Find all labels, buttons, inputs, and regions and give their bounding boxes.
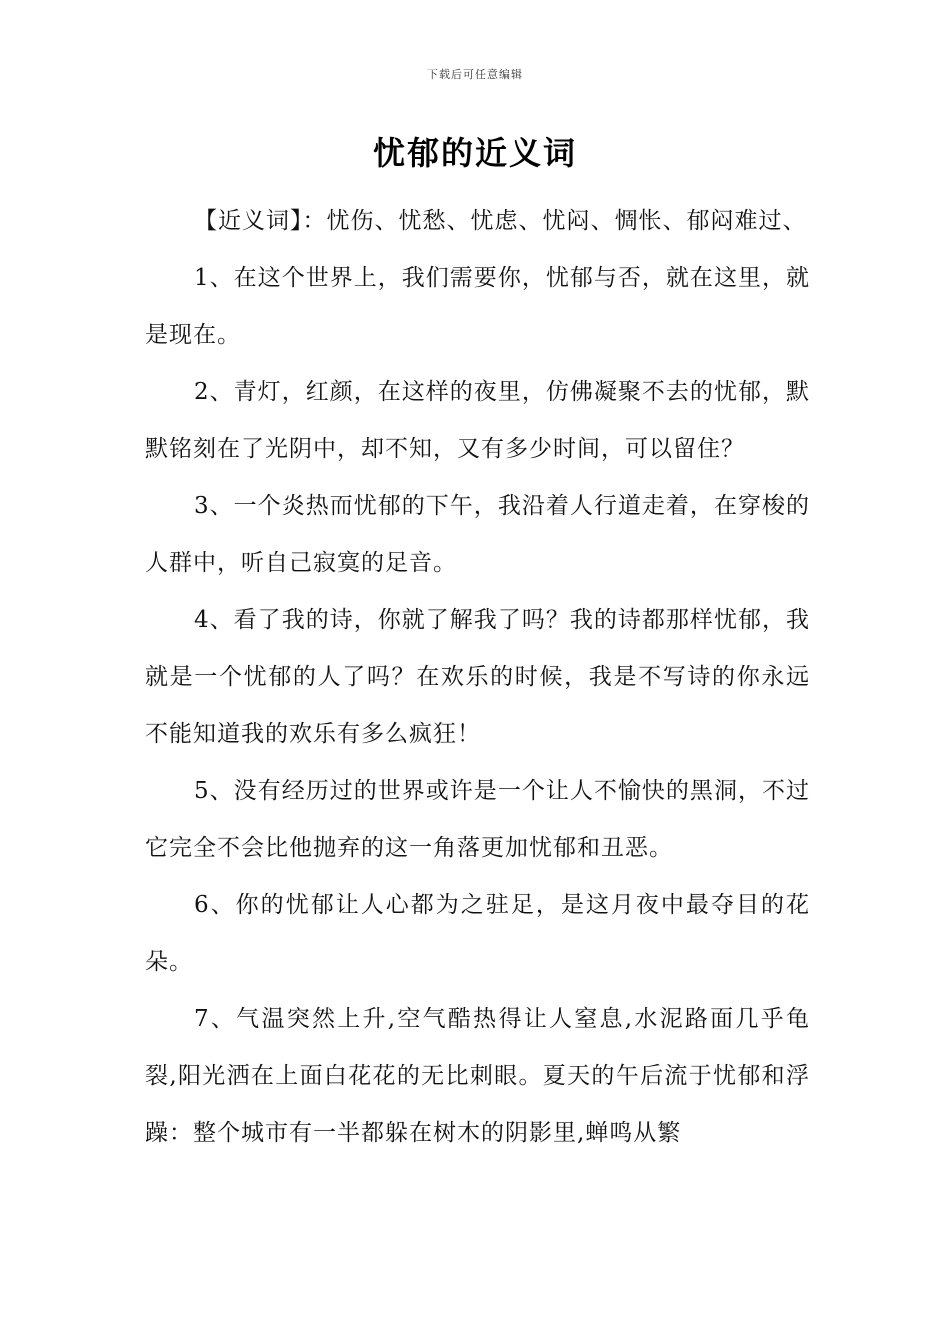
paragraph-5: 5、没有经历过的世界或许是一个让人不愉快的黑洞，不过它完全不会比他抛弃的这一角落更加忧郁和丑恶。 (145, 778, 810, 861)
document-body (145, 193, 810, 1162)
page-header-note: 下载后可任意编辑 (427, 68, 523, 81)
paragraph-2: 2、青灯，红颜，在这样的夜里，仿佛凝聚不去的忧郁，默默铭刻在了光阴中，却不知，又有多少时间，可以留住？ (145, 379, 810, 462)
paragraph-4: 4、看了我的诗，你就了解我了吗？我的诗都那样忧郁，我就是一个忧郁的人了吗？在欢乐的时候，我是不写诗的你永远不能知道我的欢乐有多么疯狂！ (145, 607, 810, 747)
paragraph-6: 6、你的忧郁让人心都为之驻足，是这月夜中最夺目的花朵。 (145, 892, 810, 975)
document-title: 忧郁的近义词 (372, 134, 577, 172)
paragraph-synonyms: 【近义词】：忧伤、忧愁、忧虑、忧闷、惆怅、郁闷难过、 (194, 208, 807, 234)
paragraph-7: 7、气温突然上升,空气酷热得让人窒息,水泥路面几乎龟裂,阳光洒在上面白花花的无比刺眼。夏天的午后流于忧郁和浮躁：整个城市有一半都躲在树木的阴影里,蝉鸣从繁 (145, 1006, 810, 1146)
paragraph-1: 1、在这个世界上，我们需要你，忧郁与否，就在这里，就是现在。 (145, 265, 810, 348)
paragraph-3: 3、一个炎热而忧郁的下午，我沿着人行道走着，在穿梭的人群中，听自己寂寞的足音。 (145, 493, 810, 576)
